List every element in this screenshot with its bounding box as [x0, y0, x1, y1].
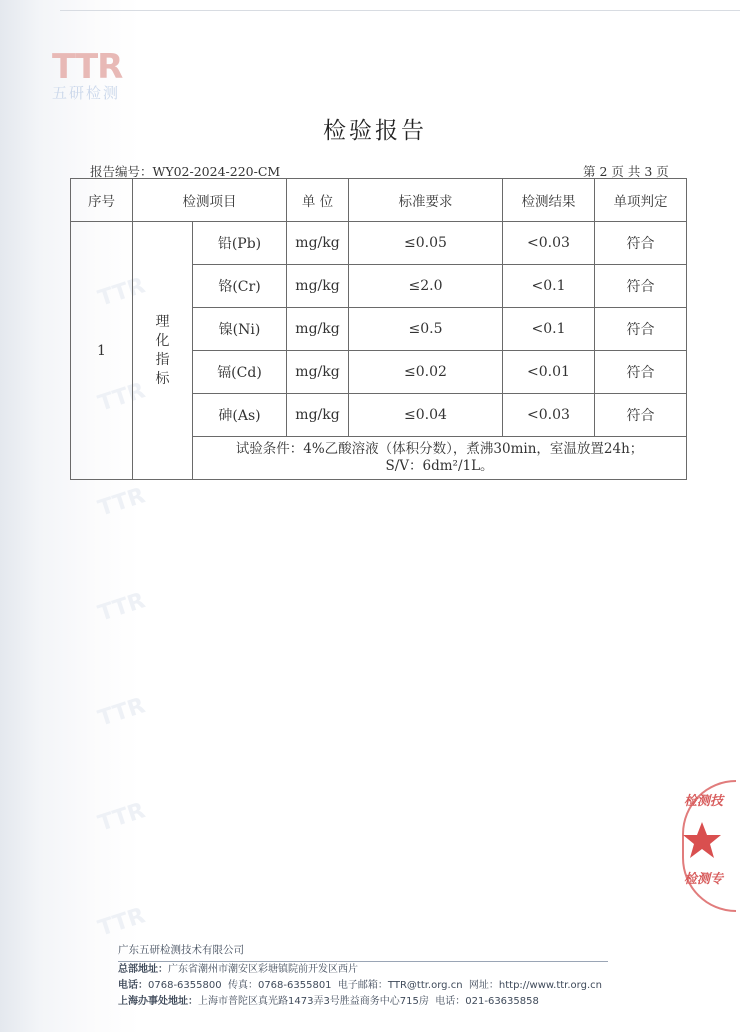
- sh-address: 上海市普陀区真光路1473弄3号胜益商务中心715房: [198, 996, 429, 1007]
- verdict-cell: 符合: [595, 308, 687, 351]
- standard-cell: ≤0.5: [349, 308, 503, 351]
- watermark: TTR: [95, 588, 149, 627]
- phone-label: 电话：: [118, 980, 148, 991]
- standard-cell: ≤2.0: [349, 265, 503, 308]
- header-standard: 标准要求: [349, 179, 503, 222]
- web-label: 网址：: [468, 980, 499, 991]
- verdict-cell: 符合: [595, 351, 687, 394]
- footer-contact-line: [118, 978, 608, 994]
- seal-bottom-text: 检测专: [684, 872, 724, 887]
- header-result: 检测结果: [503, 179, 595, 222]
- page-indicator: 第 2 页 共 3 页: [583, 164, 669, 179]
- item-cell: 铬(Cr): [193, 265, 287, 308]
- test-condition-line: S/V：6dm²/1L。: [385, 458, 494, 474]
- sh-label: 上海办事处地址：: [118, 996, 198, 1007]
- report-number: 报告编号：WY02-2024-220-CM: [90, 164, 281, 179]
- result-cell: <0.1: [503, 265, 595, 308]
- unit-cell: mg/kg: [287, 265, 349, 308]
- standard-cell: ≤0.05: [349, 222, 503, 265]
- result-cell: <0.03: [503, 222, 595, 265]
- watermark: TTR: [95, 693, 149, 732]
- category-char: 化: [155, 332, 170, 349]
- item-cell: 砷(As): [193, 394, 287, 437]
- table-header-row: [71, 179, 687, 222]
- footer: [118, 943, 608, 1010]
- category-char: 指: [155, 351, 170, 368]
- item-cell: 铅(Pb): [193, 222, 287, 265]
- category-char: 理: [155, 313, 170, 330]
- category-cell: [133, 222, 193, 480]
- seq-cell: 1: [71, 222, 133, 480]
- test-condition-line: 试验条件：4%乙酸溶液（体积分数），煮沸30min，室温放置24h；: [235, 441, 644, 457]
- header-verdict: 单项判定: [595, 179, 687, 222]
- result-cell: <0.1: [503, 308, 595, 351]
- footer-hq-line: [118, 962, 608, 978]
- watermark: TTR: [95, 903, 149, 942]
- standard-cell: ≤0.02: [349, 351, 503, 394]
- email-label: 电子邮箱：: [337, 980, 388, 991]
- logo-text: TTR: [52, 47, 123, 87]
- unit-cell: mg/kg: [287, 222, 349, 265]
- watermark: TTR: [95, 483, 149, 522]
- test-condition-cell: [193, 437, 687, 480]
- sh-phone-value: 021-63635858: [465, 996, 539, 1007]
- watermark: TTR: [95, 798, 149, 837]
- seal-top-text: 检测技: [684, 794, 724, 809]
- verdict-cell: 符合: [595, 222, 687, 265]
- web-value: http://www.ttr.org.cn: [498, 980, 602, 991]
- report-title: 检验报告: [323, 118, 427, 144]
- table-row: [71, 222, 687, 265]
- watermark: TTR: [95, 273, 149, 312]
- verdict-cell: 符合: [595, 394, 687, 437]
- logo-subtext: 五研检测: [52, 84, 121, 102]
- item-cell: 镍(Ni): [193, 308, 287, 351]
- standard-cell: ≤0.04: [349, 394, 503, 437]
- seal-star-icon: [682, 820, 722, 860]
- phone-value: 0768-6355800: [148, 980, 222, 991]
- fax-label: 传真：: [227, 980, 258, 991]
- email-value: TTR@ttr.org.cn: [387, 980, 463, 991]
- category-char: 标: [155, 370, 170, 387]
- verdict-cell: 符合: [595, 265, 687, 308]
- header-item: 检测项目: [133, 179, 287, 222]
- unit-cell: mg/kg: [287, 394, 349, 437]
- result-cell: <0.03: [503, 394, 595, 437]
- header-unit: 单 位: [287, 179, 349, 222]
- unit-cell: mg/kg: [287, 351, 349, 394]
- footer-company: 广东五研检测技术有限公司: [118, 943, 608, 962]
- hq-address: 广东省潮州市潮安区彩塘镇院前开发区西片: [168, 964, 358, 975]
- hq-label: 总部地址：: [118, 964, 168, 975]
- footer-shanghai-line: [118, 994, 608, 1010]
- company-logo: [52, 47, 123, 103]
- unit-cell: mg/kg: [287, 308, 349, 351]
- sh-phone-label: 电话：: [435, 996, 466, 1007]
- fax-value: 0768-6355801: [257, 980, 332, 991]
- results-table: [70, 178, 687, 480]
- item-cell: 镉(Cd): [193, 351, 287, 394]
- top-edge-line: [60, 10, 740, 11]
- watermark: TTR: [95, 378, 149, 417]
- header-seq: 序号: [71, 179, 133, 222]
- result-cell: <0.01: [503, 351, 595, 394]
